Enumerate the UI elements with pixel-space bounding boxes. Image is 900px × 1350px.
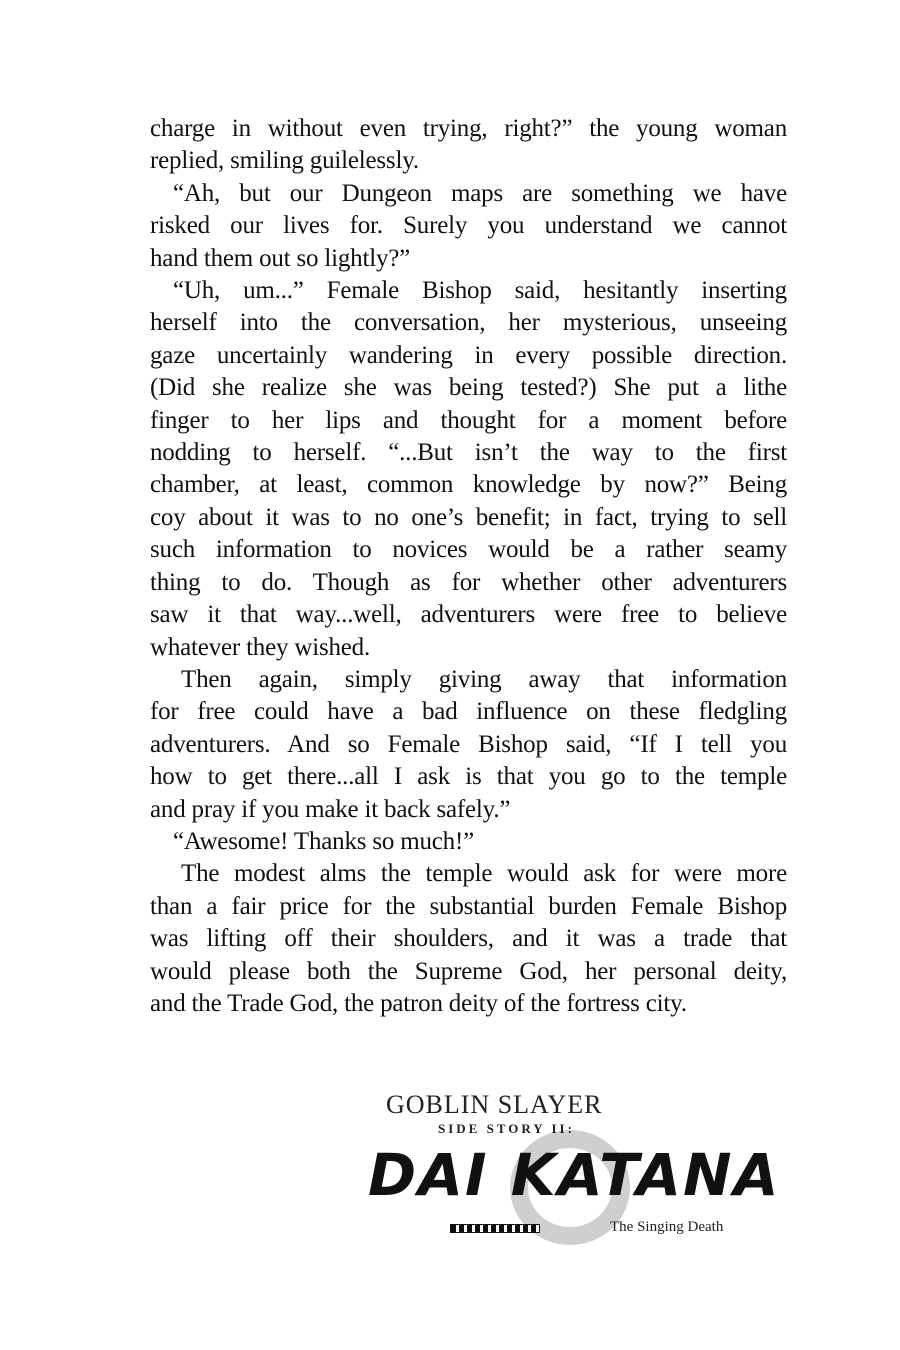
logo-subtitle: SIDE STORY II: (438, 1121, 575, 1137)
text-line: thing to do. Though as for whether other adventurers (150, 568, 787, 596)
logo-series: GOBLIN SLAYER (386, 1090, 603, 1120)
paragraph (150, 275, 787, 664)
katana-icon (450, 1224, 540, 1233)
text-line: chamber, at least, common knowledge by now?” Being (150, 471, 787, 499)
text-line: “Uh, um...” Female Bishop said, hesitantly inserting (173, 277, 787, 305)
text-line: such information to novices would be a rather seamy (150, 536, 787, 564)
text-line: was lifting off their shoulders, and it was a trade that (150, 925, 787, 953)
text-line: for free could have a bad influence on these fledgling (150, 698, 787, 726)
body-text (150, 0, 787, 1020)
text-line: “Ah, but our Dungeon maps are something we have (173, 179, 787, 207)
paragraph (150, 858, 787, 1020)
paragraph (150, 178, 787, 275)
text-line: replied, smiling guilelessly. (150, 147, 419, 175)
text-line: saw it that way...well, adventurers were free to believe (150, 601, 787, 629)
text-line: finger to her lips and thought for a moment before (150, 406, 787, 434)
paragraph (150, 826, 787, 858)
text-line: would please both the Supreme God, her personal deity, (150, 957, 787, 985)
text-line: (Did she realize she was being tested?) She put a lithe (150, 374, 787, 402)
text-line: coy about it was to no one’s benefit; in fact, trying to sell (150, 503, 787, 531)
text-line: and pray if you make it back safely.” (150, 795, 511, 823)
paragraph (150, 113, 787, 178)
text-line: “Awesome! Thanks so much!” (173, 827, 474, 855)
text-line: adventurers. And so Female Bishop said, “If I tell you (150, 730, 787, 758)
text-line: risked our lives for. Surely you understand we cannot (150, 212, 787, 240)
text-line: hand them out so lightly?” (150, 244, 411, 272)
text-line: charge in without even trying, right?” the young woman (150, 115, 787, 142)
text-line: herself into the conversation, her mysterious, unseeing (150, 309, 787, 337)
text-line: The modest alms the temple would ask for were more (181, 860, 787, 888)
logo-title: DAI KATANA (368, 1141, 781, 1210)
book-logo (360, 1090, 800, 1250)
text-line: Then again, simply giving away that information (181, 665, 787, 693)
text-line: nodding to herself. “...But isn’t the way to the first (150, 439, 787, 467)
logo-tagline: The Singing Death (610, 1219, 724, 1236)
text-line: whatever they wished. (150, 633, 371, 661)
text-line: than a fair price for the substantial burden Female Bishop (150, 892, 787, 920)
paragraph (150, 664, 787, 826)
text-line: gaze uncertainly wandering in every possible direction. (150, 341, 787, 369)
text-line: and the Trade God, the patron deity of the fortress city. (150, 989, 687, 1017)
text-line: how to get there...all I ask is that you go to the temple (150, 763, 787, 791)
